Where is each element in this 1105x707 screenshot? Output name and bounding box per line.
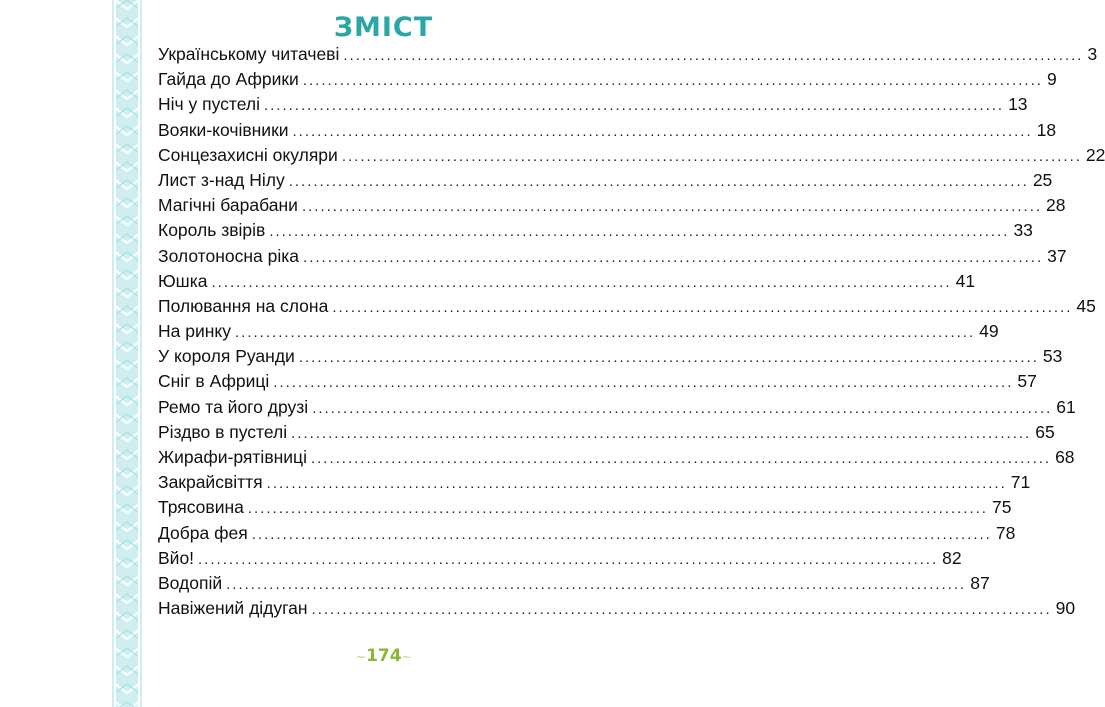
toc-leader-dots: ........................................................................................................................ xyxy=(263,97,1005,115)
toc-entry-title: Трясовина xyxy=(158,497,244,518)
toc-entry-page: 57 xyxy=(1017,371,1037,392)
toc-entry xyxy=(158,69,1057,94)
toc-entry-title: Вояки-кочівники xyxy=(158,119,289,140)
toc-entry-page: 68 xyxy=(1055,447,1075,467)
toc-entry-title: Полювання на слона xyxy=(158,295,329,316)
toc-entry xyxy=(158,44,1098,69)
toc-leader-dots: ........................................................................................................................ xyxy=(332,298,1073,316)
toc-entry-title: Водопій xyxy=(158,572,223,593)
toc-entry xyxy=(158,321,999,346)
toc-leader-dots: ........................................................................................................................ xyxy=(247,500,988,518)
toc-entry-page: 22 xyxy=(1085,144,1105,165)
toc-entry-title: Навіжений дідуган xyxy=(158,598,308,619)
page-title: ЗМІСТ xyxy=(333,12,434,43)
toc-leader-dots: ........................................................................................................................ xyxy=(235,324,976,342)
toc-entry-page: 90 xyxy=(1055,598,1076,619)
toc-entry-page: 78 xyxy=(995,522,1016,543)
toc-entry-page: 28 xyxy=(1046,195,1066,216)
toc-entry-page: 87 xyxy=(970,572,990,593)
toc-entry-title: Золотоносна ріка xyxy=(158,245,300,266)
toc-entry-title: Юшка xyxy=(158,270,208,291)
toc-entry xyxy=(158,144,1105,170)
toc-entry-title: Сонцезахисні окуляри xyxy=(158,144,338,165)
toc-entry xyxy=(158,346,1063,371)
toc-entry-page: 82 xyxy=(942,547,962,568)
toc-entry-title: Гайда до Африки xyxy=(158,69,299,90)
toc-entry-page: 75 xyxy=(991,497,1012,518)
toc-leader-dots: ........................................................................................................................ xyxy=(266,475,1007,493)
border-pattern xyxy=(112,0,142,707)
toc-leader-dots: ........................................................................................................................ xyxy=(198,550,939,568)
toc-entry-title: Добра фея xyxy=(158,522,248,543)
toc-entry xyxy=(158,522,1016,548)
toc-entry-title: Вйо! xyxy=(158,547,195,568)
toc-entry xyxy=(158,421,1055,447)
toc-entry-page: 9 xyxy=(1046,69,1057,90)
toc-entry xyxy=(158,295,1096,321)
page-number xyxy=(356,646,412,666)
table-of-contents xyxy=(158,44,1105,623)
toc-entry xyxy=(158,195,1066,220)
toc-leader-dots: ........................................................................................................................ xyxy=(302,72,1043,90)
toc-entry-page: 61 xyxy=(1056,396,1076,417)
toc-leader-dots: ........................................................................................................................ xyxy=(298,349,1039,367)
toc-entry-title: Ремо та його друзі xyxy=(158,396,309,417)
toc-entry-page: 37 xyxy=(1047,245,1067,266)
toc-entry-title: Ніч у пустелі xyxy=(158,94,260,115)
toc-entry xyxy=(158,119,1057,145)
toc-entry xyxy=(158,169,1053,195)
toc-entry-page: 13 xyxy=(1008,94,1028,115)
toc-entry-page: 65 xyxy=(1035,421,1055,442)
toc-entry-page: 45 xyxy=(1076,295,1096,316)
toc-leader-dots: ........................................................................................................................ xyxy=(311,601,1052,619)
toc-leader-dots: ........................................................................................................................ xyxy=(312,399,1053,417)
toc-entry xyxy=(158,94,1028,119)
toc-entry xyxy=(158,472,1031,497)
toc-entry-title: У короля Руанди xyxy=(158,346,295,367)
toc-entry-title: Жирафи-рятівниці xyxy=(158,447,307,467)
toc-entry-page: 25 xyxy=(1032,169,1053,190)
toc-leader-dots: ........................................................................................................................ xyxy=(269,223,1010,241)
toc-entry xyxy=(158,245,1067,271)
toc-entry xyxy=(158,497,1012,522)
ornament-right-icon: ~ xyxy=(401,650,412,664)
toc-entry-title: На ринку xyxy=(158,321,232,342)
toc-entry-title: Закрайсвіття xyxy=(158,472,263,493)
toc-entry-page: 49 xyxy=(979,321,999,342)
toc-entry xyxy=(158,447,1075,472)
toc-entry-page: 18 xyxy=(1036,119,1057,140)
toc-entry xyxy=(158,547,962,573)
toc-entry xyxy=(158,220,1033,245)
toc-leader-dots: ........................................................................................................................ xyxy=(251,525,992,543)
toc-entry-page: 41 xyxy=(955,270,976,291)
toc-leader-dots: ........................................................................................................................ xyxy=(341,147,1082,165)
toc-leader-dots: ........................................................................................................................ xyxy=(303,248,1044,266)
toc-entry-page: 53 xyxy=(1042,346,1063,367)
toc-leader-dots: ........................................................................................................................ xyxy=(211,273,952,291)
toc-entry-title: Українському читачеві xyxy=(158,44,340,64)
toc-leader-dots: ........................................................................................................................ xyxy=(273,374,1014,392)
toc-entry xyxy=(158,371,1037,396)
ornament-left-icon: ~ xyxy=(356,650,367,664)
toc-entry-title: Лист з-над Нілу xyxy=(158,169,285,190)
toc-entry xyxy=(158,572,990,598)
toc-entry xyxy=(158,270,976,296)
toc-entry xyxy=(158,396,1076,422)
decorative-border xyxy=(112,0,142,707)
toc-entry xyxy=(158,598,1076,623)
toc-leader-dots: ........................................................................................................................ xyxy=(292,122,1033,140)
toc-leader-dots: ........................................................................................................................ xyxy=(343,47,1084,64)
toc-leader-dots: ........................................................................................................................ xyxy=(301,198,1043,216)
toc-entry-title: Сніг в Африці xyxy=(158,371,270,392)
page-number-value: 174 xyxy=(366,646,402,666)
toc-entry-title: Король звірів xyxy=(158,220,266,241)
toc-leader-dots: ........................................................................................................................ xyxy=(226,575,967,593)
toc-entry-page: 3 xyxy=(1087,44,1098,64)
toc-entry-page: 33 xyxy=(1013,220,1033,241)
toc-leader-dots: ........................................................................................................................ xyxy=(288,172,1029,190)
toc-entry-title: Різдво в пустелі xyxy=(158,421,288,442)
toc-entry-title: Магічні барабани xyxy=(158,195,298,216)
toc-leader-dots: ........................................................................................................................ xyxy=(310,450,1052,467)
toc-leader-dots: ........................................................................................................................ xyxy=(291,424,1032,442)
toc-entry-page: 71 xyxy=(1010,472,1031,493)
